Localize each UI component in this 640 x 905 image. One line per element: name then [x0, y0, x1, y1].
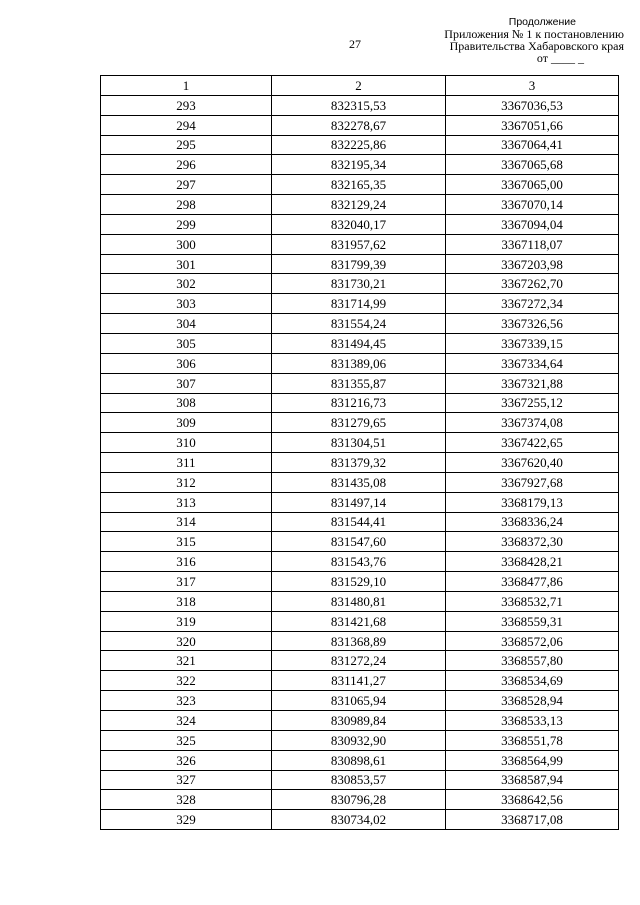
x-coordinate-cell: 831389,06 [272, 353, 446, 373]
y-coordinate-cell: 3368528,94 [446, 691, 619, 711]
point-number-cell: 293 [101, 95, 272, 115]
y-coordinate-cell: 3368179,13 [446, 492, 619, 512]
y-coordinate-cell: 3367036,53 [446, 95, 619, 115]
y-coordinate-cell: 3368551,78 [446, 730, 619, 750]
x-coordinate-cell: 831543,76 [272, 552, 446, 572]
x-coordinate-cell: 832225,86 [272, 135, 446, 155]
point-number-cell: 324 [101, 711, 272, 731]
annex-header [444, 16, 624, 64]
x-coordinate-cell: 831480,81 [272, 591, 446, 611]
point-number-cell: 311 [101, 453, 272, 473]
table-row [101, 671, 619, 691]
point-number-cell: 313 [101, 492, 272, 512]
table-row [101, 254, 619, 274]
point-number-cell: 309 [101, 413, 272, 433]
column-header: 1 [101, 76, 272, 96]
y-coordinate-cell: 3367255,12 [446, 393, 619, 413]
x-coordinate-cell: 832129,24 [272, 195, 446, 215]
point-number-cell: 310 [101, 433, 272, 453]
table-row [101, 353, 619, 373]
y-coordinate-cell: 3368559,31 [446, 611, 619, 631]
point-number-cell: 300 [101, 234, 272, 254]
point-number-cell: 318 [101, 591, 272, 611]
y-coordinate-cell: 3368564,99 [446, 750, 619, 770]
y-coordinate-cell: 3367065,00 [446, 175, 619, 195]
x-coordinate-cell: 831730,21 [272, 274, 446, 294]
table-row [101, 651, 619, 671]
page-number: 27 [349, 37, 361, 51]
point-number-cell: 301 [101, 254, 272, 274]
y-coordinate-cell: 3367203,98 [446, 254, 619, 274]
y-coordinate-cell: 3368533,13 [446, 711, 619, 731]
table-row [101, 572, 619, 592]
table-row [101, 512, 619, 532]
y-coordinate-cell: 3367927,68 [446, 472, 619, 492]
x-coordinate-cell: 831272,24 [272, 651, 446, 671]
table-row [101, 591, 619, 611]
point-number-cell: 319 [101, 611, 272, 631]
x-coordinate-cell: 831355,87 [272, 373, 446, 393]
x-coordinate-cell: 831368,89 [272, 631, 446, 651]
x-coordinate-cell: 831714,99 [272, 294, 446, 314]
y-coordinate-cell: 3367620,40 [446, 453, 619, 473]
point-number-cell: 298 [101, 195, 272, 215]
y-coordinate-cell: 3368534,69 [446, 671, 619, 691]
y-coordinate-cell: 3367321,88 [446, 373, 619, 393]
point-number-cell: 315 [101, 532, 272, 552]
point-number-cell: 317 [101, 572, 272, 592]
table-header-row [101, 76, 619, 96]
y-coordinate-cell: 3368372,30 [446, 532, 619, 552]
point-number-cell: 305 [101, 333, 272, 353]
x-coordinate-cell: 831544,41 [272, 512, 446, 532]
table-row [101, 314, 619, 334]
table-row [101, 333, 619, 353]
point-number-cell: 316 [101, 552, 272, 572]
annex-line-2: Правительства Хабаровского края [449, 39, 624, 53]
x-coordinate-cell: 832040,17 [272, 214, 446, 234]
table-row [101, 234, 619, 254]
y-coordinate-cell: 3368336,24 [446, 512, 619, 532]
x-coordinate-cell: 831529,10 [272, 572, 446, 592]
annex-line-1: Приложения № 1 к постановлению [444, 27, 624, 41]
point-number-cell: 327 [101, 770, 272, 790]
table-row [101, 413, 619, 433]
x-coordinate-cell: 831279,65 [272, 413, 446, 433]
y-coordinate-cell: 3368477,86 [446, 572, 619, 592]
point-number-cell: 326 [101, 750, 272, 770]
point-number-cell: 299 [101, 214, 272, 234]
point-number-cell: 294 [101, 115, 272, 135]
x-coordinate-cell: 832315,53 [272, 95, 446, 115]
y-coordinate-cell: 3368428,21 [446, 552, 619, 572]
y-coordinate-cell: 3367065,68 [446, 155, 619, 175]
y-coordinate-cell: 3368532,71 [446, 591, 619, 611]
y-coordinate-cell: 3367262,70 [446, 274, 619, 294]
y-coordinate-cell: 3367339,15 [446, 333, 619, 353]
y-coordinate-cell: 3367334,64 [446, 353, 619, 373]
y-coordinate-cell: 3368572,06 [446, 631, 619, 651]
x-coordinate-cell: 831957,62 [272, 234, 446, 254]
x-coordinate-cell: 831379,32 [272, 453, 446, 473]
y-coordinate-cell: 3368642,56 [446, 790, 619, 810]
x-coordinate-cell: 831547,60 [272, 532, 446, 552]
table-row [101, 294, 619, 314]
x-coordinate-cell: 831497,14 [272, 492, 446, 512]
coordinates-table [100, 75, 619, 830]
table-row [101, 750, 619, 770]
x-coordinate-cell: 831421,68 [272, 611, 446, 631]
x-coordinate-cell: 830796,28 [272, 790, 446, 810]
x-coordinate-cell: 830853,57 [272, 770, 446, 790]
point-number-cell: 295 [101, 135, 272, 155]
point-number-cell: 323 [101, 691, 272, 711]
annex-date-line: от ____ _ [536, 51, 584, 65]
point-number-cell: 314 [101, 512, 272, 532]
table-row [101, 373, 619, 393]
point-number-cell: 303 [101, 294, 272, 314]
point-number-cell: 321 [101, 651, 272, 671]
x-coordinate-cell: 830898,61 [272, 750, 446, 770]
point-number-cell: 306 [101, 353, 272, 373]
table-row [101, 790, 619, 810]
y-coordinate-cell: 3367051,66 [446, 115, 619, 135]
x-coordinate-cell: 830734,02 [272, 810, 446, 830]
x-coordinate-cell: 831799,39 [272, 254, 446, 274]
table-row [101, 155, 619, 175]
point-number-cell: 307 [101, 373, 272, 393]
table-row [101, 115, 619, 135]
point-number-cell: 312 [101, 472, 272, 492]
y-coordinate-cell: 3368557,80 [446, 651, 619, 671]
y-coordinate-cell: 3367326,56 [446, 314, 619, 334]
table-row [101, 711, 619, 731]
point-number-cell: 302 [101, 274, 272, 294]
x-coordinate-cell: 831216,73 [272, 393, 446, 413]
table-row [101, 393, 619, 413]
x-coordinate-cell: 831304,51 [272, 433, 446, 453]
point-number-cell: 322 [101, 671, 272, 691]
coordinates-table-body [101, 76, 619, 830]
table-row [101, 433, 619, 453]
table-row [101, 135, 619, 155]
column-header: 2 [272, 76, 446, 96]
table-row [101, 532, 619, 552]
point-number-cell: 296 [101, 155, 272, 175]
x-coordinate-cell: 832165,35 [272, 175, 446, 195]
point-number-cell: 297 [101, 175, 272, 195]
table-row [101, 492, 619, 512]
y-coordinate-cell: 3368717,08 [446, 810, 619, 830]
y-coordinate-cell: 3367272,34 [446, 294, 619, 314]
point-number-cell: 329 [101, 810, 272, 830]
y-coordinate-cell: 3367374,08 [446, 413, 619, 433]
table-row [101, 175, 619, 195]
x-coordinate-cell: 831494,45 [272, 333, 446, 353]
table-row [101, 472, 619, 492]
table-row [101, 195, 619, 215]
x-coordinate-cell: 832278,67 [272, 115, 446, 135]
x-coordinate-cell: 831065,94 [272, 691, 446, 711]
table-row [101, 730, 619, 750]
point-number-cell: 308 [101, 393, 272, 413]
y-coordinate-cell: 3367422,65 [446, 433, 619, 453]
point-number-cell: 325 [101, 730, 272, 750]
continuation-label: Продолжение [508, 16, 576, 28]
table-row [101, 810, 619, 830]
x-coordinate-cell: 830989,84 [272, 711, 446, 731]
x-coordinate-cell: 830932,90 [272, 730, 446, 750]
table-row [101, 95, 619, 115]
x-coordinate-cell: 831435,08 [272, 472, 446, 492]
table-row [101, 552, 619, 572]
table-row [101, 453, 619, 473]
table-row [101, 691, 619, 711]
table-row [101, 214, 619, 234]
table-row [101, 274, 619, 294]
point-number-cell: 304 [101, 314, 272, 334]
y-coordinate-cell: 3367070,14 [446, 195, 619, 215]
y-coordinate-cell: 3367094,04 [446, 214, 619, 234]
x-coordinate-cell: 832195,34 [272, 155, 446, 175]
point-number-cell: 320 [101, 631, 272, 651]
table-row [101, 611, 619, 631]
point-number-cell: 328 [101, 790, 272, 810]
x-coordinate-cell: 831554,24 [272, 314, 446, 334]
y-coordinate-cell: 3367118,07 [446, 234, 619, 254]
y-coordinate-cell: 3367064,41 [446, 135, 619, 155]
table-row [101, 770, 619, 790]
table-row [101, 631, 619, 651]
x-coordinate-cell: 831141,27 [272, 671, 446, 691]
column-header: 3 [446, 76, 619, 96]
y-coordinate-cell: 3368587,94 [446, 770, 619, 790]
